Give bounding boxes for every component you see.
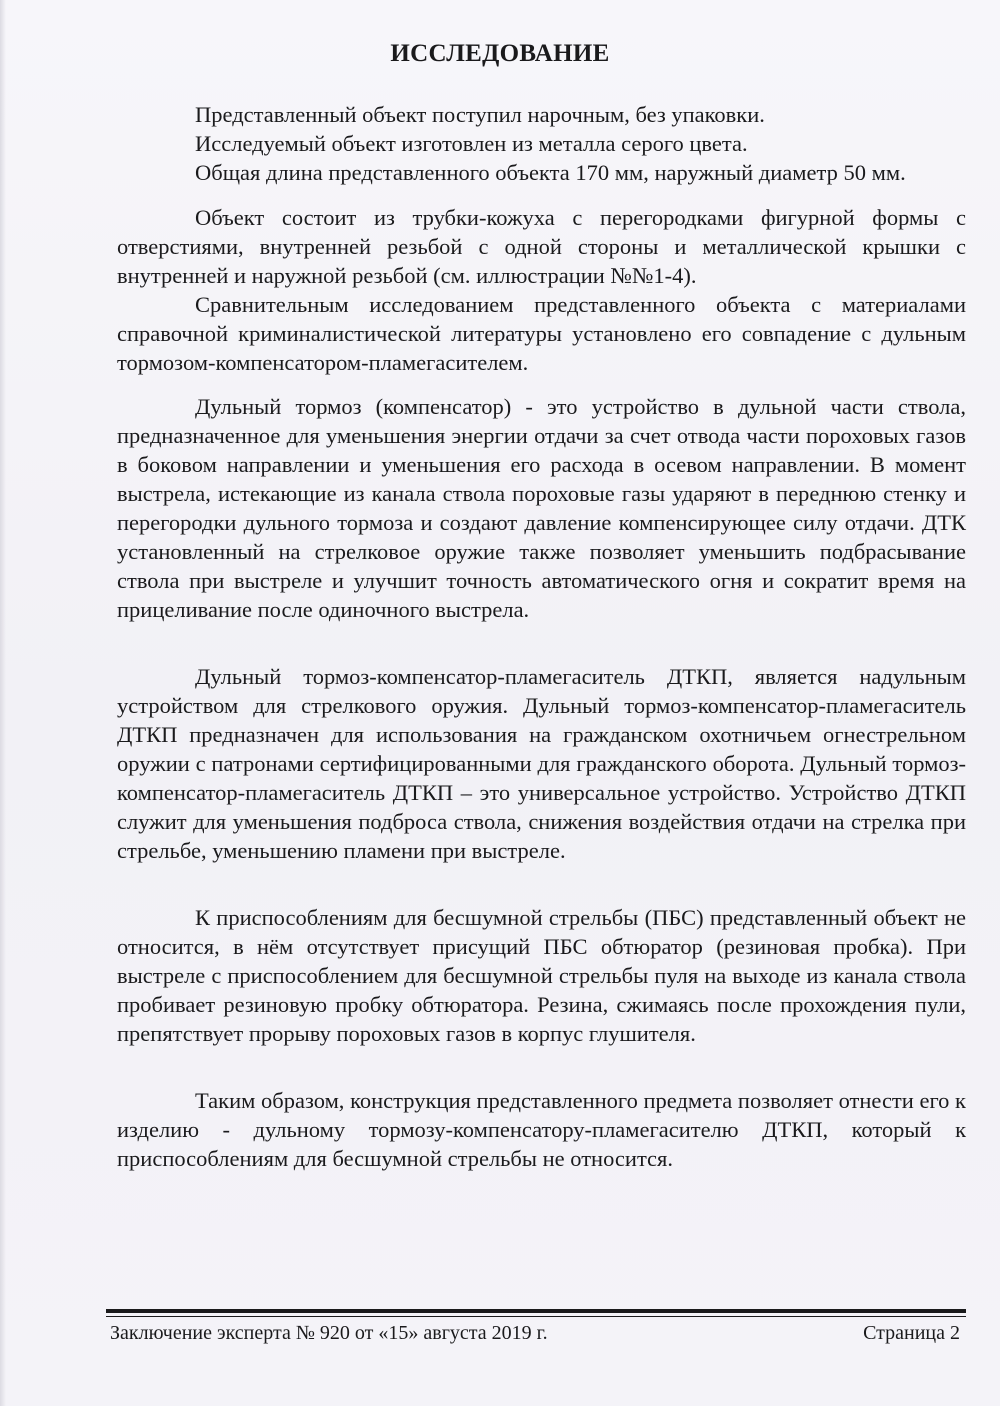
paragraph-comparison: Сравнительным исследованием представленного объекта с материалами справочной криминалистической литературы установлено его совпадение с дульным тормозом-компенсатором-пламегасителем. bbox=[117, 292, 966, 375]
document-body bbox=[117, 100, 966, 1173]
paragraph-delivery: Представленный объект поступил нарочным, без упаковки. bbox=[195, 102, 765, 127]
footer-rule-thick bbox=[106, 1309, 966, 1313]
paragraph-material: Исследуемый объект изготовлен из металла серого цвета. bbox=[195, 131, 748, 156]
page-edge-shadow bbox=[0, 0, 6, 1406]
footer-document-reference: Заключение эксперта № 920 от «15» августа 2019 г. bbox=[110, 1322, 548, 1344]
paragraph-pbs-comparison: К приспособлениям для бесшумной стрельбы (ПБС) представленный объект не относится, в нём отсутствует присущий ПБС обтюратор (резиновая пробка). При выстреле с приспособлением для бесшумной стрельбы пуля на выходе из канала ствола пробивает резиновую пробку обтюратора. Резина, сжимаясь после прохождения пули, препятствует прорыву пороховых газов в корпус глушителя. bbox=[117, 905, 966, 1046]
footer-rule-thin bbox=[106, 1316, 966, 1317]
paragraph-construction: Объект состоит из трубки-кожуха с перегородками фигурной формы с отверстиями, внутренней резьбой с одной стороны и металлической крышки с внутренней и наружной резьбой (см. иллюстрации №№1-4). bbox=[117, 205, 966, 288]
paragraph-dimensions: Общая длина представленного объекта 170 мм, наружный диаметр 50 мм. bbox=[195, 160, 906, 185]
footer-page-number: Страница 2 bbox=[863, 1322, 960, 1344]
paragraph-dtkp-description: Дульный тормоз-компенсатор-пламегаситель ДТКП, является надульным устройством для стрелкового оружия. Дульный тормоз-компенсатор-пламегаситель ДТКП предназначен для использования на гражданском охотничьем огнестрельном оружии с патронами сертифицированными для гражданского оборота. Дульный тормоз-компенсатор-пламегаситель ДТКП – это универсальное устройство. Устройство ДТКП служит для уменьшения подброса ствола, снижения воздействия отдачи на стрелка при стрельбе, уменьшению пламени при выстреле. bbox=[117, 664, 966, 863]
paragraph-conclusion: Таким образом, конструкция представленного предмета позволяет отнести его к изделию - дульному тормозу-компенсатору-пламегасителю ДТКП, который к приспособлениям для бесшумной стрельбы не относится. bbox=[117, 1088, 966, 1171]
section-title: ИССЛЕДОВАНИЕ bbox=[390, 40, 610, 67]
paragraph-muzzle-brake-definition: Дульный тормоз (компенсатор) - это устройство в дульной части ствола, предназначенное для уменьшения энергии отдачи за счет отвода части пороховых газов в боковом направлении и уменьшения его расхода в осевом направлении. В момент выстрела, истекающие из канала ствола пороховые газы ударяют в переднюю стенку и перегородки дульного тормоза и создают давление компенсирующее силу отдачи. ДТК установленный на стрелковое оружие также позволяет уменьшить подбрасывание ствола при выстреле и улучшит точность автоматического огня и сократит время на прицеливание после одиночного выстрела. bbox=[117, 394, 966, 622]
